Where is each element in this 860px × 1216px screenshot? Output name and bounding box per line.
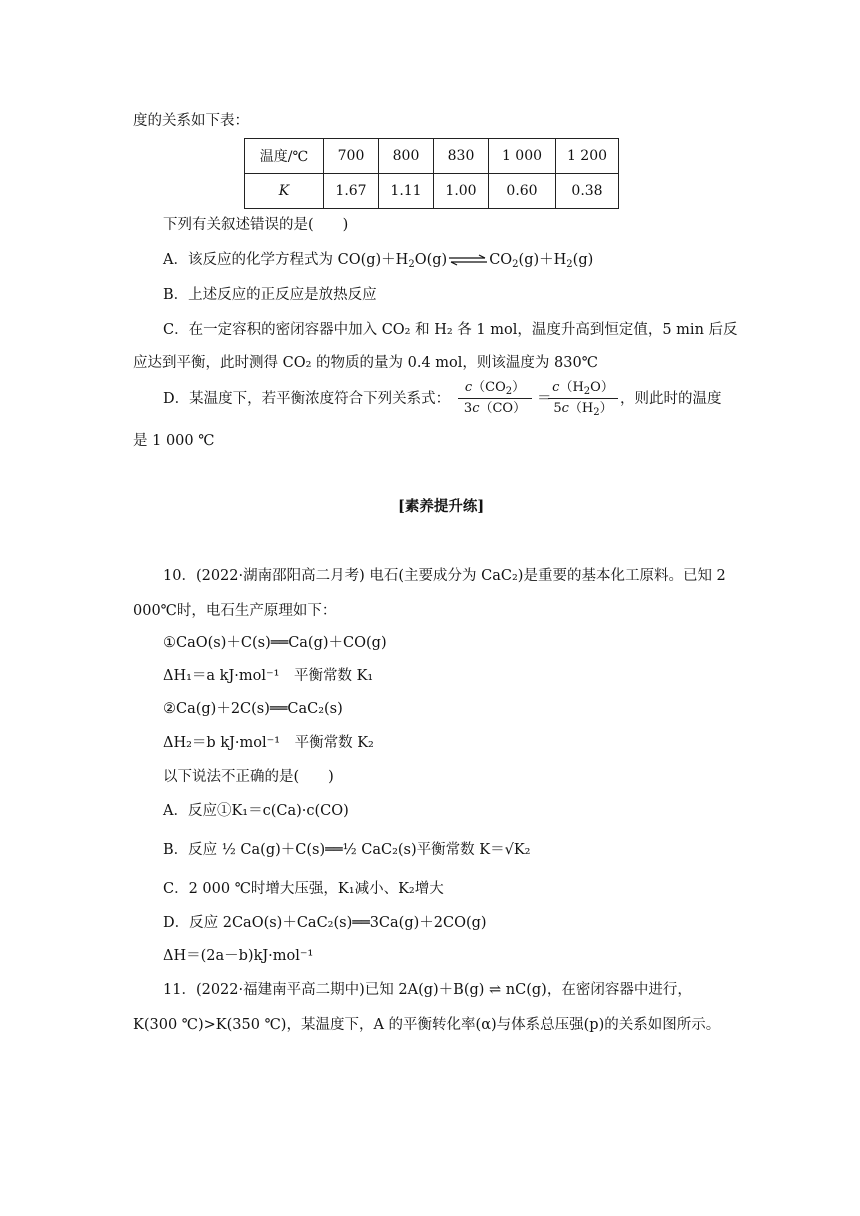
q9-option-d-line2: 是 1 000 ℃	[133, 433, 215, 449]
intro-text: 度的关系如下表：	[133, 113, 249, 129]
q10-line1: 10．(2022·湖南邵阳高二月考) 电石(主要成分为 CaC₂)是重要的基本化工原料。已知 2	[163, 568, 726, 584]
table-cell: 700	[324, 139, 379, 174]
table-cell: 1.00	[434, 174, 489, 209]
q9-option-d-line1: D．某温度下，若平衡浓度符合下列关系式：	[163, 391, 451, 407]
fraction-h2o-over-h2: $c(H_2O)$ $5c(H_2)$	[548, 379, 618, 418]
q10-option-d: D．反应 2CaO(s)＋CaC₂(s)══3Ca(g)＋2CO(g)	[163, 915, 487, 931]
table-cell: 830	[434, 139, 489, 174]
q9-option-d-tail: ，则此时的温度	[620, 391, 722, 407]
q10-line2: 000℃时，电石生产原理如下：	[133, 603, 337, 619]
equilibrium-constant-table	[244, 138, 619, 209]
q10-stem: 以下说法不正确的是( )	[163, 769, 334, 785]
q10-option-c: C．2 000 ℃时增大压强，K₁减小、K₂增大	[163, 881, 444, 897]
table-cell: 1 000	[489, 139, 556, 174]
equals-sign: ＝	[537, 391, 552, 407]
q10-equation-2: ②Ca(g)＋2C(s)══CaC₂(s)	[163, 701, 343, 717]
q9-option-a: A．该反应的化学方程式为 $CO(g)+H_2O(g)$ $CO_2(g)+H_2(g)$	[163, 252, 594, 270]
q11-line1: 11．(2022·福建南平高二期中)已知 2A(g)＋B(g) ⇌ nC(g)，在密闭容器中进行，	[163, 982, 692, 998]
q9-option-c-line1: C．在一定容积的密闭容器中加入 CO₂ 和 H₂ 各 1 mol，温度升高到恒定值，5 min 后反	[163, 322, 738, 338]
q9-option-b: B．上述反应的正反应是放热反应	[163, 287, 377, 303]
reversible-arrow-icon	[447, 254, 489, 266]
fraction-co2-over-co: $c(CO_2)$ 3c（CO）	[458, 379, 532, 418]
q10-equation-1: ①CaO(s)＋C(s)══Ca(g)＋CO(g)	[163, 635, 387, 651]
table-cell: 800	[379, 139, 434, 174]
table-cell: 1 200	[556, 139, 619, 174]
section-title: [素养提升练]	[398, 498, 485, 515]
q9-stem: 下列有关叙述错误的是( )	[163, 217, 349, 233]
q10-enthalpy-1: ΔH₁＝a kJ·mol⁻¹ 平衡常数 K₁	[163, 668, 374, 684]
table-header-temperature: 温度/℃	[245, 139, 324, 174]
q10-option-a: A．反应①K₁＝c(Ca)·c(CO)	[163, 803, 349, 819]
table-row	[245, 174, 619, 209]
q10-option-b: B．反应 ½ Ca(g)＋C(s)══½ CaC₂(s)平衡常数 K＝√K₂	[163, 842, 531, 858]
q9-option-c-line2: 应达到平衡，此时测得 CO₂ 的物质的量为 0.4 mol，则该温度为 830℃	[133, 355, 598, 371]
table-cell: 0.60	[489, 174, 556, 209]
table-row	[245, 139, 619, 174]
q10-enthalpy-2: ΔH₂＝b kJ·mol⁻¹ 平衡常数 K₂	[163, 735, 374, 751]
table-cell: 1.67	[324, 174, 379, 209]
q10-option-d-enthalpy: ΔH＝(2a－b)kJ·mol⁻¹	[163, 948, 314, 964]
table-cell: 0.38	[556, 174, 619, 209]
table-header-k: K	[245, 174, 324, 209]
q11-line2: K(300 ℃)>K(350 ℃)，某温度下，A 的平衡转化率(α)与体系总压强(p)的关系如图所示。	[133, 1017, 721, 1033]
table-cell: 1.11	[379, 174, 434, 209]
